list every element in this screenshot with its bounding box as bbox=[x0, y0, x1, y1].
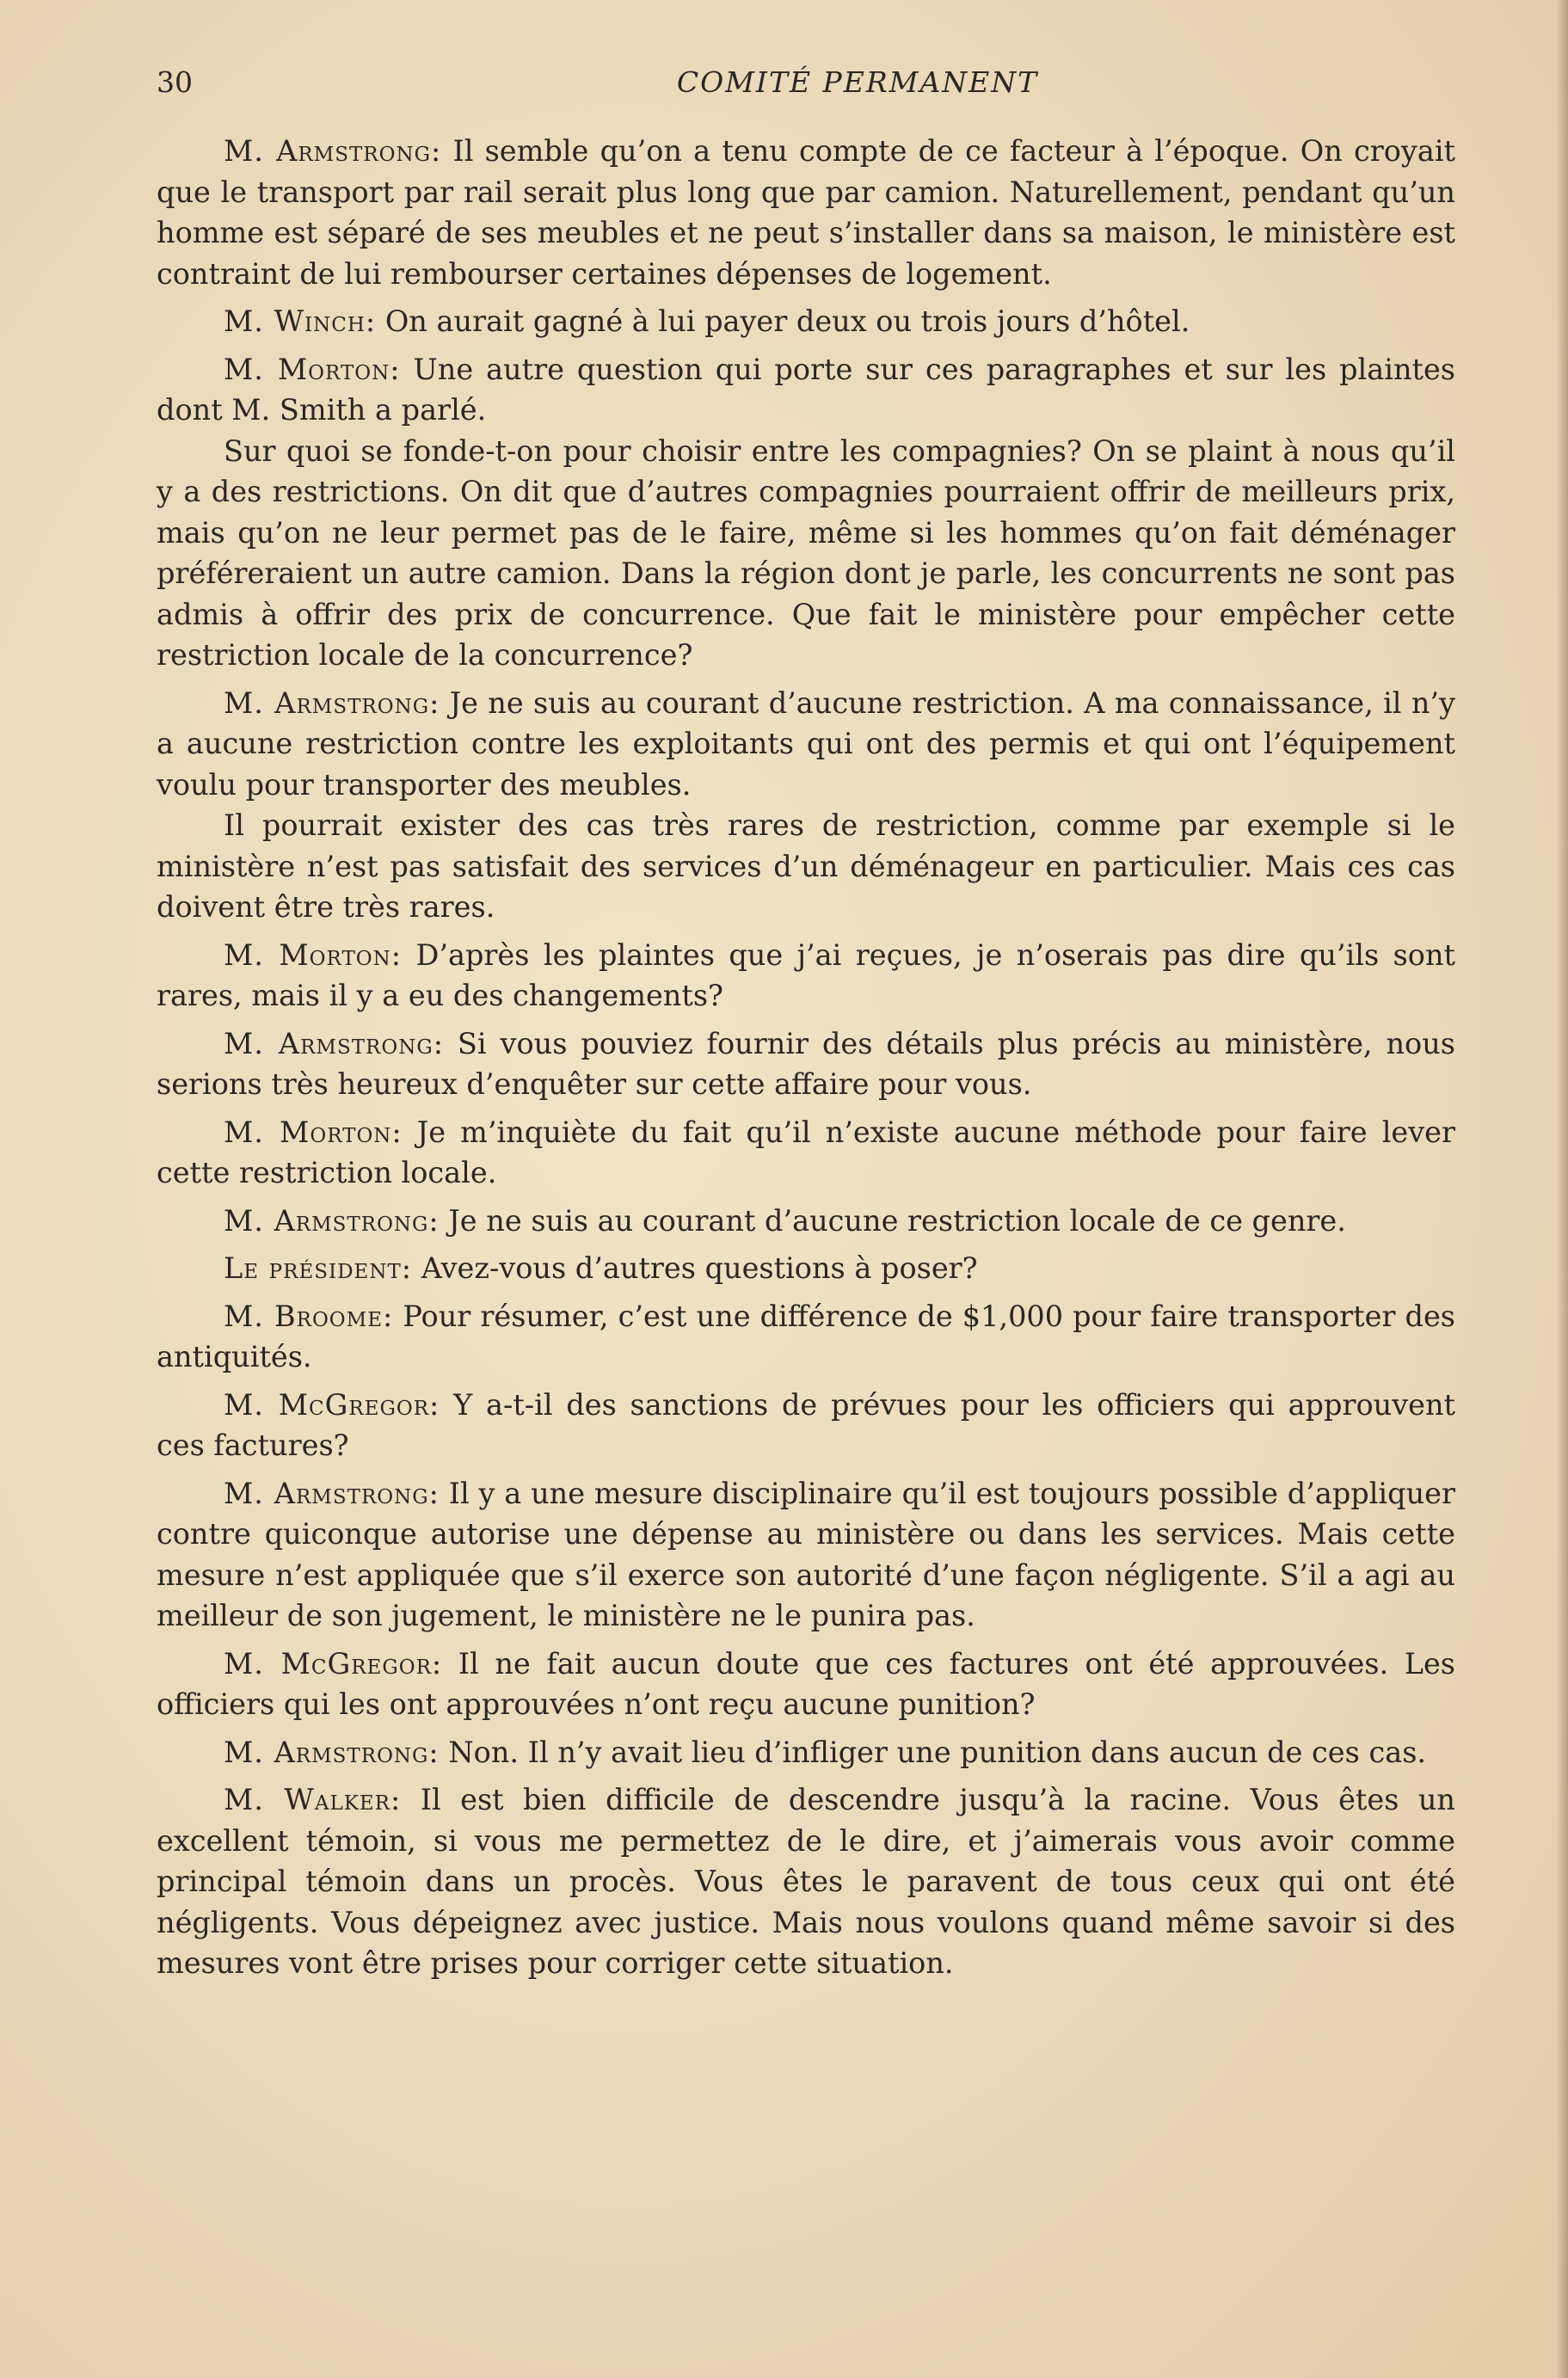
speaker-label: M. McGregor: bbox=[224, 1646, 443, 1681]
speaker-label: M. Morton: bbox=[224, 1115, 403, 1149]
paragraph-text: Il y a une mesure disciplinaire qu’il est toujours possible d’appliquer contre quiconque autorise une dépense au ministère ou dans les services. Mais cette mesure n’est appliquée que s’il exerce son autorité d’une façon négligente. S’il a agi au meilleur de son jugement, le ministère ne le punira pas. bbox=[157, 1476, 1455, 1632]
paragraph-text: Je ne suis au courant d’aucune restriction. A ma connaissance, il n’y a aucune restriction contre les exploitants qui ont des permis et qui ont l’équipement voulu pour transporter des meubles. bbox=[157, 685, 1455, 802]
speaker-label: M. Armstrong: bbox=[224, 1203, 440, 1238]
page-edge-shadow bbox=[1556, 0, 1568, 2378]
speaker-label: M. Broome: bbox=[224, 1299, 394, 1333]
paragraph-8 bbox=[157, 1023, 1455, 1105]
paragraph-1 bbox=[157, 131, 1455, 294]
speaker-label: M. Armstrong: bbox=[224, 134, 442, 168]
paragraph-17 bbox=[157, 1779, 1455, 1984]
document-body bbox=[157, 131, 1455, 1991]
paragraph-2 bbox=[157, 301, 1455, 342]
paragraph-10 bbox=[157, 1201, 1455, 1242]
paragraph-text: Il est bien difficile de descendre jusqu’à la racine. Vous êtes un excellent témoin, si vous me permettez de le dire, et j’aimerais vous avoir comme principal témoin dans un procès. Vous êtes le paravent de tous ceux qui ont été négligents. Vous dépeignez avec justice. Mais nous voulons quand même savoir si des mesures vont être prises pour corriger cette situation. bbox=[157, 1783, 1455, 1980]
paragraph-text: Avez-vous d’autres questions à poser? bbox=[412, 1251, 978, 1285]
speaker-label: M. Morton: bbox=[224, 352, 401, 386]
paragraph-text: Il ne fait aucun doute que ces factures ont été approuvées. Les officiers qui les ont approuvées n’ont reçu aucune punition? bbox=[157, 1646, 1456, 1721]
paragraph-text: Y a-t-il des sanctions de prévues pour les officiers qui approuvent ces factures? bbox=[157, 1387, 1455, 1462]
paragraph-text: Non. Il n’y avait lieu d’infliger une punition dans aucun de ces cas. bbox=[439, 1735, 1427, 1769]
paragraph-text: Si vous pouviez fournir des détails plus précis au ministère, nous serions très heureux d’enquêter sur cette affaire pour vous. bbox=[157, 1026, 1455, 1101]
speaker-label: M. Armstrong: bbox=[224, 1026, 444, 1060]
speaker-label: M. McGregor: bbox=[224, 1387, 440, 1422]
paragraph-14 bbox=[157, 1473, 1455, 1637]
paragraph-5 bbox=[157, 683, 1455, 806]
speaker-label: M. Armstrong: bbox=[224, 1735, 440, 1769]
paragraph-4 bbox=[157, 431, 1455, 676]
paragraph-11 bbox=[157, 1248, 1455, 1289]
page-number: 30 bbox=[157, 65, 193, 99]
paragraph-text: D’après les plaintes que j’ai reçues, je n’oserais pas dire qu’ils sont rares, mais il y a eu des changements? bbox=[157, 937, 1455, 1012]
paragraph-text: Je ne suis au courant d’aucune restriction locale de ce genre. bbox=[439, 1203, 1346, 1238]
paragraph-text: On aurait gagné à lui payer deux ou trois jours d’hôtel. bbox=[376, 304, 1190, 338]
paragraph-13 bbox=[157, 1385, 1455, 1466]
paragraph-12 bbox=[157, 1296, 1455, 1378]
paragraph-text: Pour résumer, c’est une différence de $1,000 pour faire transporter des antiquités. bbox=[157, 1299, 1455, 1373]
paragraph-text: Il semble qu’on a tenu compte de ce facteur à l’époque. On croyait que le transport par rail serait plus long que par camion. Naturellement, pendant qu’un homme est séparé de ses meubles et ne peut s’installer dans sa maison, le ministère est contraint de lui rembourser certaines dépenses de logement. bbox=[157, 134, 1455, 291]
paragraph-15 bbox=[157, 1644, 1455, 1725]
paragraph-text: Une autre question qui porte sur ces paragraphes et sur les plaintes dont M. Smith a parlé. bbox=[157, 352, 1455, 427]
paragraph-6 bbox=[157, 805, 1455, 928]
paragraph-text: Il pourrait exister des cas très rares de restriction, comme par exemple si le ministère n’est pas satisfait des services d’un déménageur en particulier. Mais ces cas doivent être très rares. bbox=[157, 808, 1455, 924]
page-header bbox=[157, 65, 1447, 103]
speaker-label: M. Winch: bbox=[224, 304, 377, 338]
paragraph-9 bbox=[157, 1112, 1455, 1194]
speaker-label: M. Walker: bbox=[224, 1783, 402, 1816]
speaker-label: M. Armstrong: bbox=[224, 1476, 440, 1510]
speaker-label: M. Armstrong: bbox=[224, 685, 440, 720]
paragraph-7 bbox=[157, 935, 1455, 1017]
speaker-label: Le président: bbox=[224, 1251, 413, 1285]
speaker-label: M. Morton: bbox=[224, 937, 403, 972]
paragraph-3 bbox=[157, 349, 1455, 431]
paragraph-text: Sur quoi se fonde-t-on pour choisir entre les compagnies? On se plaint à nous qu’il y a des restrictions. On dit que d’autres compagnies pourraient offrir de meilleurs prix, mais qu’on ne leur permet pas de le faire, même si les hommes qu’on fait déménager préféreraient un autre camion. Dans la région dont je parle, les concurrents ne sont pas admis à offrir des prix de concurrence. Que fait le ministère pour empêcher cette restriction locale de la concurrence? bbox=[157, 433, 1455, 672]
paragraph-text: Je m’inquiète du fait qu’il n’existe aucune méthode pour faire lever cette restriction locale. bbox=[157, 1115, 1455, 1189]
running-title: COMITÉ PERMANENT bbox=[676, 65, 1039, 99]
paragraph-16 bbox=[157, 1732, 1455, 1773]
